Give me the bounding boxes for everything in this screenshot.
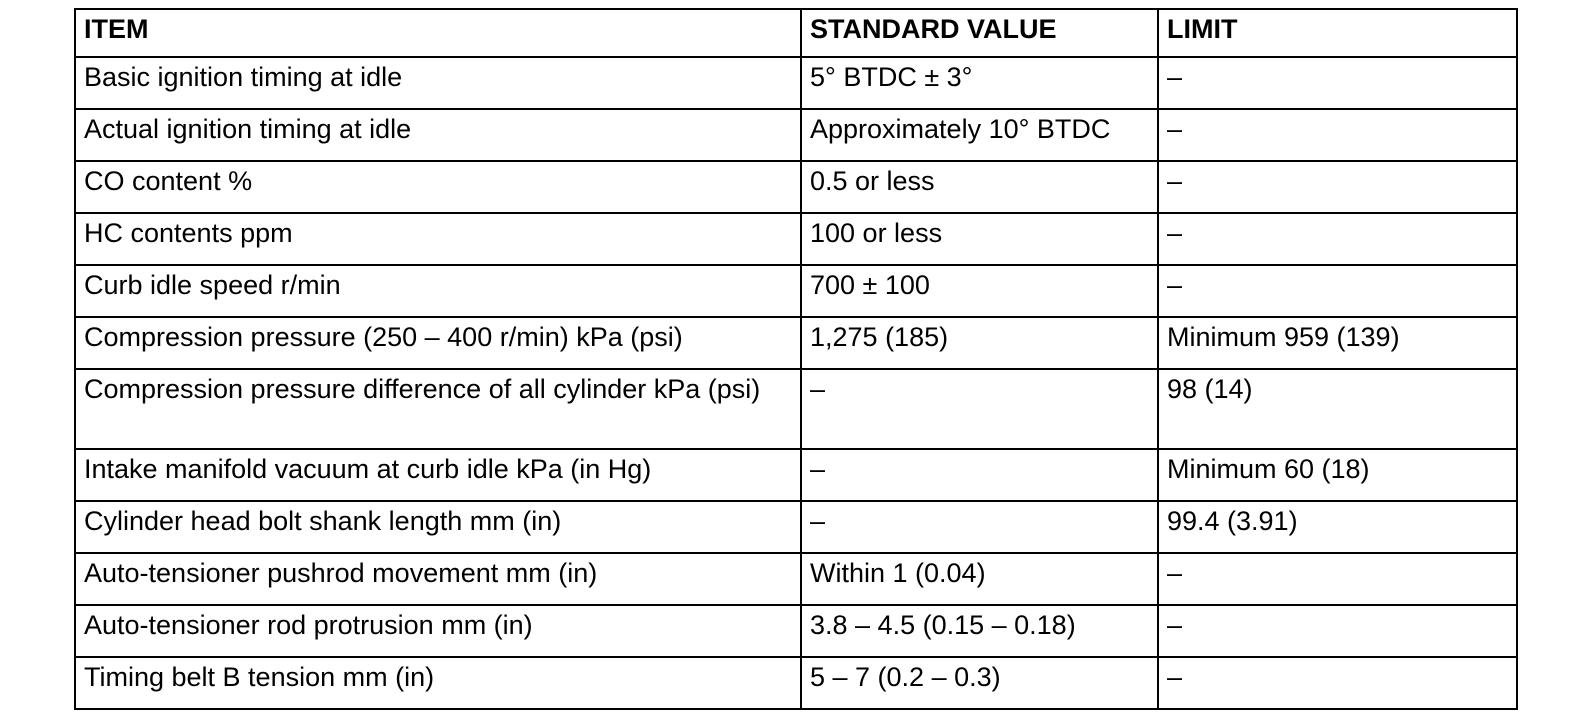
table-row bbox=[75, 109, 1517, 161]
table-row bbox=[75, 553, 1517, 605]
item-cell: Auto-tensioner rod protrusion mm (in) bbox=[75, 605, 801, 657]
standard-value-cell: 1,275 (185) bbox=[801, 317, 1158, 369]
limit-cell: – bbox=[1158, 553, 1517, 605]
table-row bbox=[75, 657, 1517, 709]
header-item: ITEM bbox=[75, 9, 801, 57]
table-row bbox=[75, 213, 1517, 265]
table-row bbox=[75, 501, 1517, 553]
item-cell: Basic ignition timing at idle bbox=[75, 57, 801, 109]
item-cell: Actual ignition timing at idle bbox=[75, 109, 801, 161]
item-cell: CO content % bbox=[75, 161, 801, 213]
limit-cell: Minimum 959 (139) bbox=[1158, 317, 1517, 369]
table-row bbox=[75, 369, 1517, 449]
standard-value-cell: – bbox=[801, 501, 1158, 553]
limit-cell: – bbox=[1158, 605, 1517, 657]
limit-cell: – bbox=[1158, 57, 1517, 109]
item-cell: Compression pressure difference of all cylinder kPa (psi) bbox=[75, 369, 801, 449]
standard-value-cell: 100 or less bbox=[801, 213, 1158, 265]
item-cell: Timing belt B tension mm (in) bbox=[75, 657, 801, 709]
item-cell: Curb idle speed r/min bbox=[75, 265, 801, 317]
table-row bbox=[75, 161, 1517, 213]
table-row bbox=[75, 57, 1517, 109]
limit-cell: 99.4 (3.91) bbox=[1158, 501, 1517, 553]
limit-cell: – bbox=[1158, 265, 1517, 317]
header-standard-value: STANDARD VALUE bbox=[801, 9, 1158, 57]
header-row bbox=[75, 9, 1517, 57]
standard-value-cell: Within 1 (0.04) bbox=[801, 553, 1158, 605]
limit-cell: – bbox=[1158, 161, 1517, 213]
limit-cell: 98 (14) bbox=[1158, 369, 1517, 449]
standard-value-cell: 5° BTDC ± 3° bbox=[801, 57, 1158, 109]
table-row bbox=[75, 265, 1517, 317]
item-cell: Intake manifold vacuum at curb idle kPa (in Hg) bbox=[75, 449, 801, 501]
spec-table bbox=[74, 8, 1518, 710]
standard-value-cell: 0.5 or less bbox=[801, 161, 1158, 213]
table-row bbox=[75, 605, 1517, 657]
header-limit: LIMIT bbox=[1158, 9, 1517, 57]
limit-cell: Minimum 60 (18) bbox=[1158, 449, 1517, 501]
item-cell: Cylinder head bolt shank length mm (in) bbox=[75, 501, 801, 553]
table-row bbox=[75, 449, 1517, 501]
item-cell: Auto-tensioner pushrod movement mm (in) bbox=[75, 553, 801, 605]
standard-value-cell: – bbox=[801, 369, 1158, 449]
item-cell: HC contents ppm bbox=[75, 213, 801, 265]
item-cell: Compression pressure (250 – 400 r/min) kPa (psi) bbox=[75, 317, 801, 369]
standard-value-cell: 3.8 – 4.5 (0.15 – 0.18) bbox=[801, 605, 1158, 657]
table-row bbox=[75, 317, 1517, 369]
limit-cell: – bbox=[1158, 657, 1517, 709]
limit-cell: – bbox=[1158, 109, 1517, 161]
standard-value-cell: 700 ± 100 bbox=[801, 265, 1158, 317]
limit-cell: – bbox=[1158, 213, 1517, 265]
standard-value-cell: 5 – 7 (0.2 – 0.3) bbox=[801, 657, 1158, 709]
standard-value-cell: Approximately 10° BTDC bbox=[801, 109, 1158, 161]
standard-value-cell: – bbox=[801, 449, 1158, 501]
